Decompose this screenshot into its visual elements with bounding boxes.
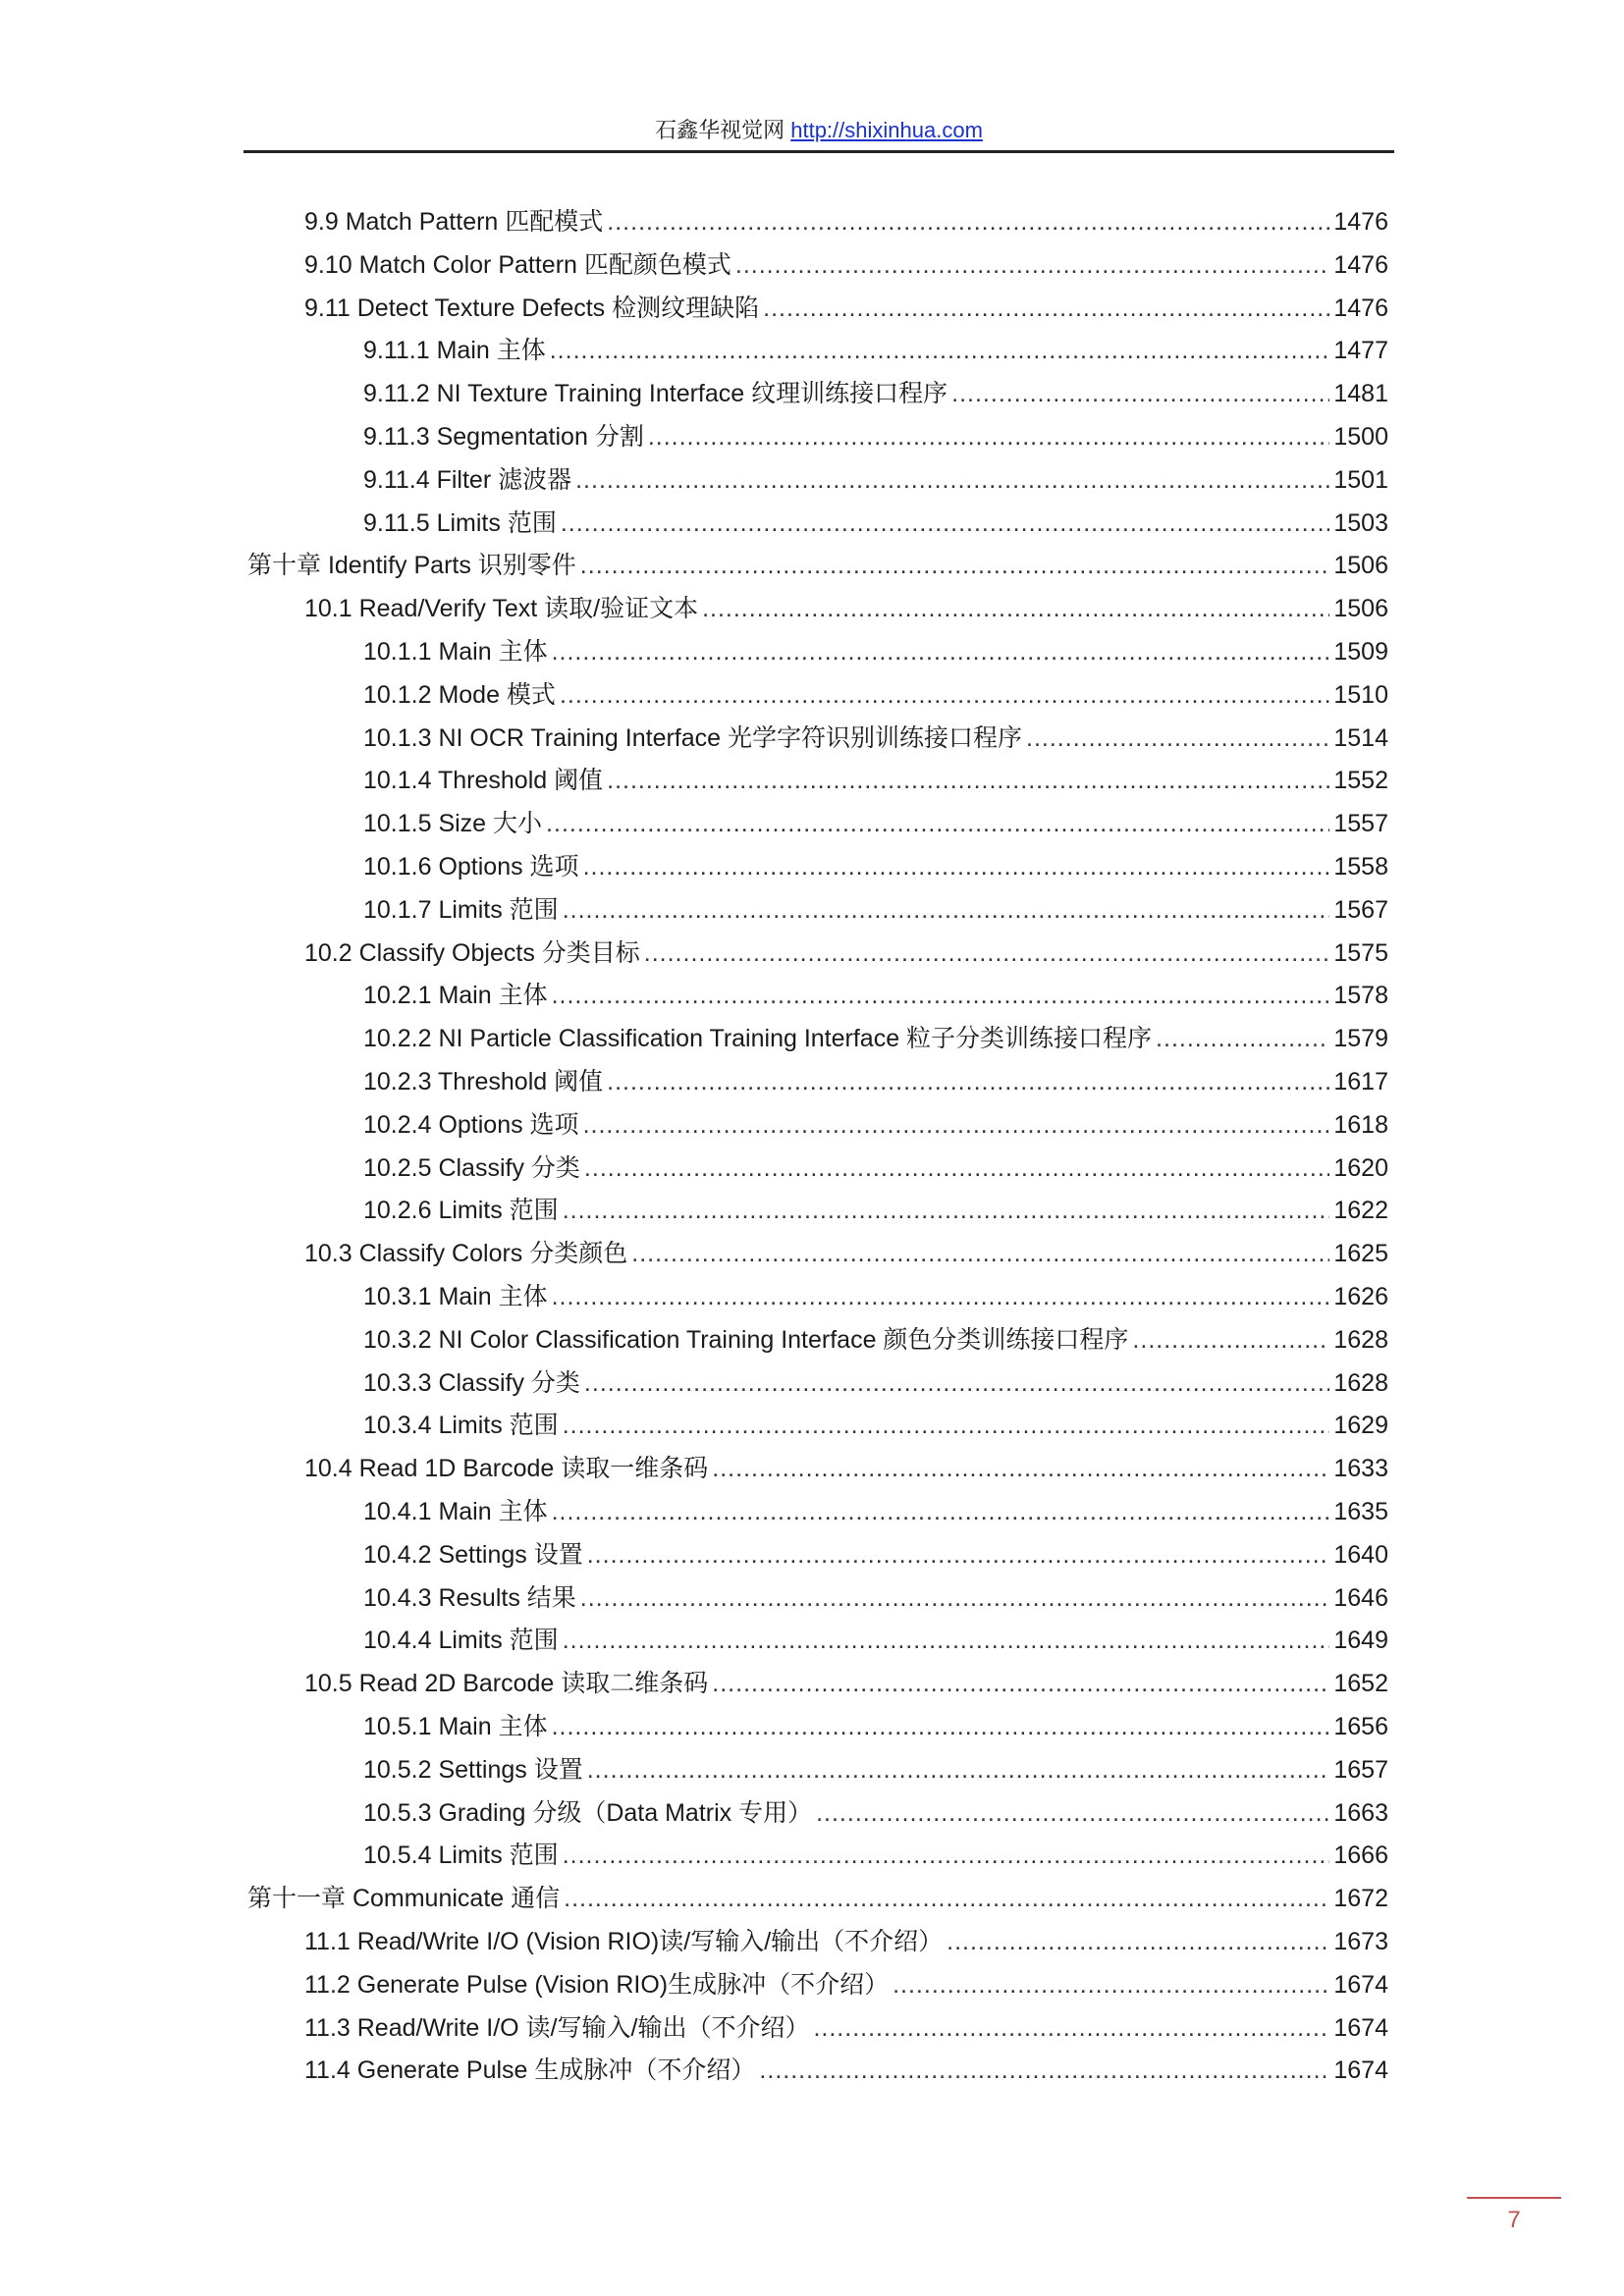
toc-entry[interactable] — [363, 1748, 1388, 1791]
toc-entry-page: 1481 — [1333, 380, 1388, 408]
toc-entry-title: 10.1.4 Threshold 阈值 — [363, 767, 604, 795]
site-title: 石鑫华视觉网 — [655, 118, 785, 142]
toc-entry-page: 1656 — [1333, 1713, 1388, 1740]
toc-dot-leader — [1026, 717, 1329, 760]
toc-entry-title: 9.11.5 Limits 范围 — [363, 508, 557, 537]
toc-entry[interactable] — [363, 1017, 1388, 1060]
toc-entry[interactable] — [363, 1619, 1388, 1662]
toc-entry[interactable] — [363, 329, 1388, 372]
toc-entry-page: 1640 — [1333, 1540, 1388, 1569]
toc-dot-leader — [587, 1748, 1330, 1791]
toc-entry-title: 10.4 Read 1D Barcode 读取一维条码 — [304, 1455, 709, 1483]
toc-entry-page: 1672 — [1333, 1885, 1388, 1913]
toc-entry[interactable] — [304, 287, 1388, 330]
toc-entry[interactable] — [363, 802, 1388, 845]
toc-dot-leader — [563, 1404, 1330, 1447]
toc-entry-title: 第十章 Identify Parts 识别零件 — [247, 552, 576, 580]
toc-entry[interactable] — [363, 759, 1388, 802]
toc-dot-leader — [893, 1963, 1329, 2006]
toc-entry-title: 10.1.2 Mode 模式 — [363, 680, 556, 709]
toc-entry-page: 1501 — [1333, 465, 1388, 494]
toc-entry-title: 10.3.1 Main 主体 — [363, 1283, 548, 1310]
page-header — [244, 116, 1394, 145]
toc-entry[interactable] — [304, 243, 1388, 287]
toc-entry-page: 1649 — [1333, 1627, 1388, 1655]
toc-entry-page: 1626 — [1333, 1283, 1388, 1310]
toc-entry-title: 10.1.6 Options 选项 — [363, 853, 579, 881]
toc-entry[interactable] — [363, 1705, 1388, 1748]
toc-entry-title: 10.4.3 Results 结果 — [363, 1583, 576, 1612]
toc-dot-leader — [552, 974, 1330, 1017]
toc-dot-leader — [759, 2049, 1329, 2092]
toc-entry-title: 10.1.3 NI OCR Training Interface 光学字符识别训练接口程序 — [363, 723, 1023, 752]
toc-entry-page: 1629 — [1333, 1412, 1388, 1440]
toc-entry[interactable] — [363, 1189, 1388, 1232]
toc-entry[interactable] — [363, 1275, 1388, 1318]
toc-entry-title: 10.5.4 Limits 范围 — [363, 1842, 559, 1870]
toc-dot-leader — [583, 845, 1330, 888]
toc-entry-page: 1617 — [1333, 1068, 1388, 1095]
toc-entry-title: 9.11.2 NI Texture Training Interface 纹理训练接口程序 — [363, 380, 948, 408]
toc-entry-page: 1477 — [1333, 337, 1388, 365]
toc-entry-title: 10.2.1 Main 主体 — [363, 982, 548, 1010]
toc-entry-title: 第十一章 Communicate 通信 — [247, 1885, 561, 1913]
toc-dot-leader — [546, 802, 1329, 845]
toc-entry-title: 10.2 Classify Objects 分类目标 — [304, 938, 640, 967]
toc-entry-page: 1674 — [1333, 2013, 1388, 2042]
toc-entry-title: 10.4.1 Main 主体 — [363, 1498, 548, 1525]
toc-entry-page: 1476 — [1333, 250, 1388, 279]
toc-entry[interactable] — [304, 1447, 1388, 1490]
toc-entry-page: 1620 — [1333, 1153, 1388, 1182]
toc-entry[interactable] — [363, 717, 1388, 760]
toc-entry[interactable] — [304, 2049, 1388, 2092]
toc-dot-leader — [584, 1147, 1329, 1190]
toc-entry[interactable] — [363, 1147, 1388, 1190]
toc-entry-page: 1552 — [1333, 767, 1388, 795]
toc-entry-title: 10.1.1 Main 主体 — [363, 638, 548, 666]
toc-entry[interactable] — [363, 974, 1388, 1017]
toc-dot-leader — [607, 200, 1329, 243]
toc-entry[interactable] — [363, 888, 1388, 932]
toc-entry-title: 9.11.4 Filter 滤波器 — [363, 465, 572, 494]
toc-entry[interactable] — [304, 932, 1388, 975]
toc-dot-leader — [552, 1490, 1330, 1533]
toc-entry-title: 10.5.2 Settings 设置 — [363, 1755, 583, 1784]
toc-entry[interactable] — [363, 1791, 1388, 1835]
toc-entry-title: 10.2.4 Options 选项 — [363, 1110, 579, 1139]
toc-entry-page: 1633 — [1333, 1455, 1388, 1483]
toc-entry-page: 1673 — [1333, 1928, 1388, 1955]
toc-entry-page: 1506 — [1333, 552, 1388, 580]
toc-entry-page: 1558 — [1333, 853, 1388, 881]
toc-entry[interactable] — [304, 1920, 1388, 1963]
toc-entry-page: 1575 — [1333, 938, 1388, 967]
toc-entry-title: 10.5 Read 2D Barcode 读取二维条码 — [304, 1670, 709, 1698]
toc-entry-title: 10.3.3 Classify 分类 — [363, 1368, 580, 1397]
toc-entry-page: 1674 — [1333, 2056, 1388, 2085]
toc-entry-page: 1506 — [1333, 595, 1388, 623]
toc-entry-page: 1578 — [1333, 982, 1388, 1010]
toc-dot-leader — [563, 1189, 1330, 1232]
page-number: 7 — [1507, 2207, 1521, 2233]
toc-entry-title: 10.4.4 Limits 范围 — [363, 1627, 559, 1655]
toc-entry-title: 9.11 Detect Texture Defects 检测纹理缺陷 — [304, 294, 760, 322]
toc-dot-leader — [763, 287, 1329, 330]
toc-entry-title: 11.1 Read/Write I/O (Vision RIO)读/写输入/输出（不介绍） — [304, 1928, 944, 1955]
toc-dot-leader — [552, 1705, 1330, 1748]
toc-entry-page: 1567 — [1333, 895, 1388, 924]
toc-entry[interactable] — [363, 1834, 1388, 1877]
toc-dot-leader — [563, 1834, 1330, 1877]
toc-entry-title: 10.2.3 Threshold 阈值 — [363, 1068, 604, 1095]
toc-entry-page: 1618 — [1333, 1110, 1388, 1139]
toc-entry[interactable] — [247, 544, 1388, 587]
toc-dot-leader — [951, 372, 1329, 415]
toc-entry-page: 1652 — [1333, 1670, 1388, 1698]
site-link[interactable]: http://shixinhua.com — [790, 118, 983, 142]
toc-entry[interactable] — [363, 458, 1388, 502]
toc-entry-page: 1674 — [1333, 1970, 1388, 1999]
toc-entry-title: 10.1 Read/Verify Text 读取/验证文本 — [304, 595, 699, 623]
toc-entry[interactable] — [363, 1362, 1388, 1405]
toc-entry-title: 10.3.2 NI Color Classification Training Interface 颜色分类训练接口程序 — [363, 1325, 1129, 1354]
toc-dot-leader — [648, 415, 1330, 458]
toc-dot-leader — [563, 888, 1330, 932]
toc-dot-leader — [1132, 1318, 1329, 1362]
toc-entry-page: 1628 — [1333, 1325, 1388, 1354]
toc-dot-leader — [587, 1533, 1330, 1576]
toc-entry-title: 9.9 Match Pattern 匹配模式 — [304, 208, 604, 236]
toc-entry-page: 1500 — [1333, 423, 1388, 451]
toc-entry-page: 1657 — [1333, 1755, 1388, 1784]
toc-entry-page: 1503 — [1333, 508, 1388, 537]
toc-dot-leader — [813, 2006, 1329, 2050]
toc-entry[interactable] — [363, 673, 1388, 717]
toc-entry-title: 10.3.4 Limits 范围 — [363, 1412, 559, 1440]
toc-entry-page: 1476 — [1333, 208, 1388, 236]
toc-entry[interactable] — [304, 2006, 1388, 2050]
toc-dot-leader — [644, 932, 1330, 975]
toc-dot-leader — [580, 1576, 1330, 1620]
toc-dot-leader — [561, 502, 1330, 545]
toc-entry-title: 10.4.2 Settings 设置 — [363, 1540, 583, 1569]
toc-entry[interactable] — [363, 1103, 1388, 1147]
toc-entry[interactable] — [363, 630, 1388, 673]
toc-entry-title: 9.11.1 Main 主体 — [363, 337, 546, 365]
toc-entry[interactable] — [363, 1576, 1388, 1620]
toc-dot-leader — [702, 587, 1329, 630]
toc-entry-title: 10.1.7 Limits 范围 — [363, 895, 559, 924]
toc-entry-page: 1663 — [1333, 1798, 1388, 1827]
toc-entry[interactable] — [304, 200, 1388, 243]
toc-dot-leader — [564, 1877, 1329, 1920]
toc-entry-page: 1646 — [1333, 1583, 1388, 1612]
toc-dot-leader — [631, 1232, 1329, 1275]
toc-entry[interactable] — [363, 372, 1388, 415]
toc-dot-leader — [552, 1275, 1330, 1318]
toc-entry[interactable] — [304, 1963, 1388, 2006]
toc-entry[interactable] — [304, 1232, 1388, 1275]
toc-dot-leader — [560, 673, 1329, 717]
toc-entry[interactable] — [363, 1404, 1388, 1447]
toc-dot-leader — [1156, 1017, 1329, 1060]
toc-entry-page: 1514 — [1333, 723, 1388, 752]
toc-entry-title: 10.5.1 Main 主体 — [363, 1713, 548, 1740]
toc-entry-title: 10.2.5 Classify 分类 — [363, 1153, 580, 1182]
toc-entry[interactable] — [363, 415, 1388, 458]
toc-dot-leader — [607, 1060, 1329, 1103]
toc-entry[interactable] — [363, 1060, 1388, 1103]
toc-dot-leader — [735, 243, 1330, 287]
toc-entry[interactable] — [304, 1662, 1388, 1705]
toc-dot-leader — [712, 1662, 1329, 1705]
toc-entry-title: 11.2 Generate Pulse (Vision RIO)生成脉冲（不介绍） — [304, 1970, 890, 1999]
toc-entry-page: 1579 — [1333, 1025, 1388, 1053]
toc-entry-title: 11.4 Generate Pulse 生成脉冲（不介绍） — [304, 2056, 756, 2085]
toc-dot-leader — [563, 1619, 1330, 1662]
toc-dot-leader — [583, 1103, 1330, 1147]
toc-entry-page: 1509 — [1333, 638, 1388, 666]
toc-dot-leader — [552, 630, 1330, 673]
toc-entry[interactable] — [247, 1877, 1388, 1920]
toc-dot-leader — [550, 329, 1330, 372]
toc-entry-title: 10.2.6 Limits 范围 — [363, 1197, 559, 1225]
toc-entry-page: 1625 — [1333, 1240, 1388, 1268]
toc-entry-page: 1635 — [1333, 1498, 1388, 1525]
header-divider — [244, 150, 1394, 153]
toc-entry-page: 1622 — [1333, 1197, 1388, 1225]
footer-divider — [1467, 2197, 1561, 2199]
toc-entry[interactable] — [363, 502, 1388, 545]
toc-entry-page: 1510 — [1333, 680, 1388, 709]
toc-entry-title: 9.10 Match Color Pattern 匹配颜色模式 — [304, 250, 731, 279]
toc-entry-title: 10.2.2 NI Particle Classification Training Interface 粒子分类训练接口程序 — [363, 1025, 1153, 1053]
toc-dot-leader — [947, 1920, 1329, 1963]
toc-entry-page: 1557 — [1333, 810, 1388, 838]
toc-entry-title: 11.3 Read/Write I/O 读/写输入/输出（不介绍） — [304, 2013, 810, 2042]
toc-entry[interactable] — [304, 587, 1388, 630]
toc-entry[interactable] — [363, 1318, 1388, 1362]
toc-entry-page: 1628 — [1333, 1368, 1388, 1397]
toc-entry-page: 1476 — [1333, 294, 1388, 322]
toc-dot-leader — [607, 759, 1329, 802]
toc-dot-leader — [816, 1791, 1329, 1835]
toc-entry-title: 10.5.3 Grading 分级（Data Matrix 专用） — [363, 1798, 813, 1827]
toc-dot-leader — [712, 1447, 1329, 1490]
toc-entry-title: 10.3 Classify Colors 分类颜色 — [304, 1240, 628, 1268]
toc-dot-leader — [580, 544, 1330, 587]
toc-dot-leader — [575, 458, 1329, 502]
toc-dot-leader — [584, 1362, 1329, 1405]
toc-entry[interactable] — [363, 1533, 1388, 1576]
toc-entry[interactable] — [363, 845, 1388, 888]
toc-entry-title: 9.11.3 Segmentation 分割 — [363, 423, 644, 451]
toc-entry[interactable] — [363, 1490, 1388, 1533]
toc-entry-title: 10.1.5 Size 大小 — [363, 810, 543, 838]
toc-entry-page: 1666 — [1333, 1842, 1388, 1870]
